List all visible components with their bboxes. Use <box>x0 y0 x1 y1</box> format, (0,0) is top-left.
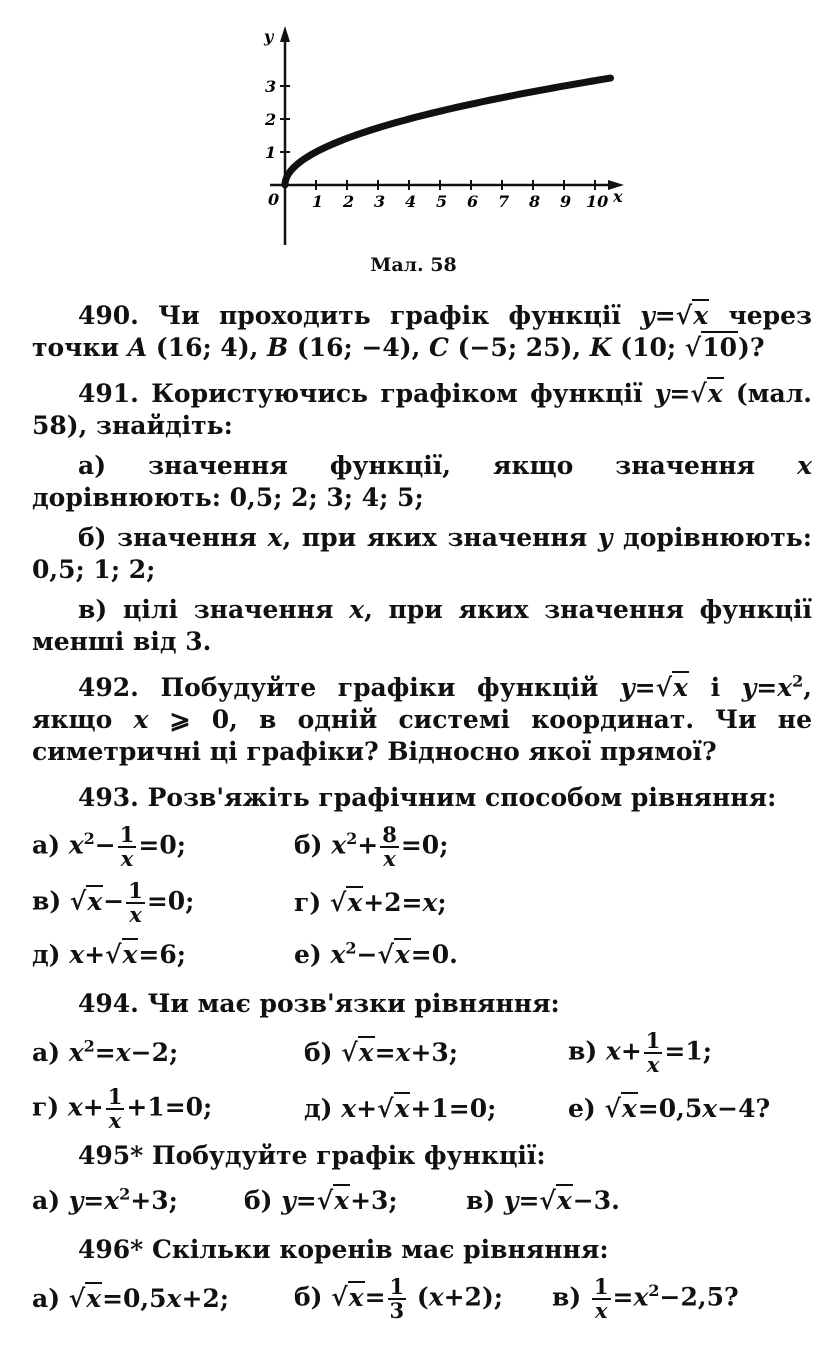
equation-495-b: б) y=√x+3; <box>244 1186 398 1215</box>
fraction: $\frac{1}{x}$ <box>128 878 143 927</box>
x-tick-label: 9 <box>560 192 572 211</box>
equation-494-a: а) $x^2=x-2$; <box>32 1036 179 1067</box>
problem-490: 490. Чи проходить графік функції y=√x через точки A (16; 4), B (16; −4), C (−5; 25), K (10; √10)? <box>32 301 813 362</box>
x-axis-label: x <box>613 187 623 206</box>
equation-493-c: в) √x− $\frac{1}{x}$ =0; <box>32 878 195 927</box>
x-tick-label: 5 <box>436 192 448 211</box>
fraction: $\frac{1}{x}$ <box>107 1084 123 1133</box>
equation-493-a: а) $x^2-$ $\frac{1}{x}$ =0; <box>32 822 186 871</box>
equation-493-e: д) x+√x=6; <box>32 940 186 969</box>
x-tick-label: 7 <box>498 192 510 211</box>
equation-495-c: в) y=√x−3. <box>466 1186 620 1215</box>
x-tick-label: 8 <box>529 192 541 211</box>
problem-496-row <box>32 1276 812 1322</box>
sqrt-expression: √x <box>331 1282 364 1312</box>
equation-494-b: б) √x=x+3; <box>304 1038 459 1067</box>
problem-491-c: в) цілі значення x, при яких значення функції менші від 3. <box>32 595 812 656</box>
sqrt-expression: √x <box>68 1284 102 1313</box>
fraction: $\frac{8}{x}$ <box>382 822 397 871</box>
problem-493: 493. Розв'яжіть графічним способом рівняння: <box>78 783 777 812</box>
y-axis-arrow <box>280 26 290 42</box>
problem-492: 492. Побудуйте графіки функцій y=√x і $y=x^2$, якщо x ⩾ 0, в одній системі координат. Чи не симетричні ці графіки? Відносно якої прямої? <box>32 671 813 766</box>
fraction: $\frac{1}{x}$ <box>645 1028 661 1077</box>
sqrt-expression: √x <box>69 886 103 916</box>
equation-496-b: б) √x= $\frac{1}{3}$ (x+2); <box>294 1274 504 1323</box>
y-tick-label: 1 <box>265 143 277 162</box>
origin-label: 0 <box>268 190 280 209</box>
problem-493-row-3 <box>32 936 812 974</box>
problem-491-b: б) значення x, при яких значення y дорівнюють: 0,5; 1; 2; <box>32 523 812 584</box>
fraction: $\frac{1}{x}$ <box>593 1274 609 1323</box>
equation-493-f: е) $x^2-√x=0$. <box>294 938 458 969</box>
problem-495-row <box>32 1182 812 1220</box>
equation-494-c: в) x+ $\frac{1}{x}$ =1; <box>568 1028 712 1077</box>
equation-493-b: б) $x^2+$ $\frac{8}{x}$ =0; <box>294 822 449 871</box>
problem-495: 495* Побудуйте графік функції: <box>78 1141 546 1170</box>
problem-496: 496* Скільки коренів має рівняння: <box>78 1235 609 1264</box>
x-tick-label: 10 <box>586 192 609 211</box>
x-tick-label: 6 <box>467 192 479 211</box>
equation-495-a: а) $y=x^2+3$; <box>32 1184 178 1215</box>
x-tick-label: 2 <box>343 192 355 211</box>
sqrt-expression: √x <box>377 940 410 969</box>
sqrt-expression: √x <box>539 1186 572 1215</box>
equation-494-d: г) x+ $\frac{1}{x}$ +1=0; <box>32 1084 213 1133</box>
x-tick-label: 1 <box>312 192 324 211</box>
sqrt-expression: √x <box>675 301 709 330</box>
equation-496-c: в) $\frac{1}{x}$ $=x^2-2,5$? <box>552 1274 739 1323</box>
sqrt-expression: √x <box>341 1038 374 1067</box>
equation-494-e: д) x+√x+1=0; <box>304 1094 497 1123</box>
sqrt-expression: √x <box>329 888 363 917</box>
problem-494-row-2 <box>32 1086 812 1132</box>
sqrt-function-graph <box>250 20 630 250</box>
problem-494: 494. Чи має розв'язки рівняння: <box>78 989 560 1018</box>
equation-496-a: а) √x=0,5x+2; <box>32 1284 230 1313</box>
sqrt-expression: √x <box>655 673 688 702</box>
y-tick-label: 2 <box>265 110 277 129</box>
equation-494-f: е) √x=0,5x−4? <box>568 1094 771 1123</box>
problem-491-a: а) значення функції, якщо значення x дорівнюють: 0,5; 2; 3; 4; 5; <box>32 451 812 512</box>
problem-493-row-1 <box>32 824 812 870</box>
y-axis-label: y <box>264 27 274 46</box>
sqrt-expression: √x <box>690 379 723 408</box>
figure-caption: Мал. 58 <box>370 254 457 276</box>
y-tick-label: 3 <box>265 77 277 96</box>
problem-493-row-2 <box>32 880 812 926</box>
sqrt-expression: √10 <box>684 333 738 362</box>
fraction: $\frac{1}{3}$ <box>389 1274 405 1323</box>
problem-494-row-1 <box>32 1030 812 1076</box>
x-tick-label: 3 <box>374 192 386 211</box>
sqrt-expression: √x <box>604 1094 637 1123</box>
sqrt-curve <box>285 78 611 185</box>
x-tick-label: 4 <box>405 192 417 211</box>
sqrt-expression: √x <box>377 1094 410 1123</box>
sqrt-expression: √x <box>316 1186 350 1215</box>
equation-493-d: г) √x+2=x; <box>294 888 447 917</box>
sqrt-expression: √x <box>105 940 138 969</box>
problem-491: 491. Користуючись графіком функції y=√x (мал. 58), знайдіть: <box>32 379 812 440</box>
fraction: $\frac{1}{x}$ <box>119 822 135 871</box>
problems <box>32 300 812 1322</box>
